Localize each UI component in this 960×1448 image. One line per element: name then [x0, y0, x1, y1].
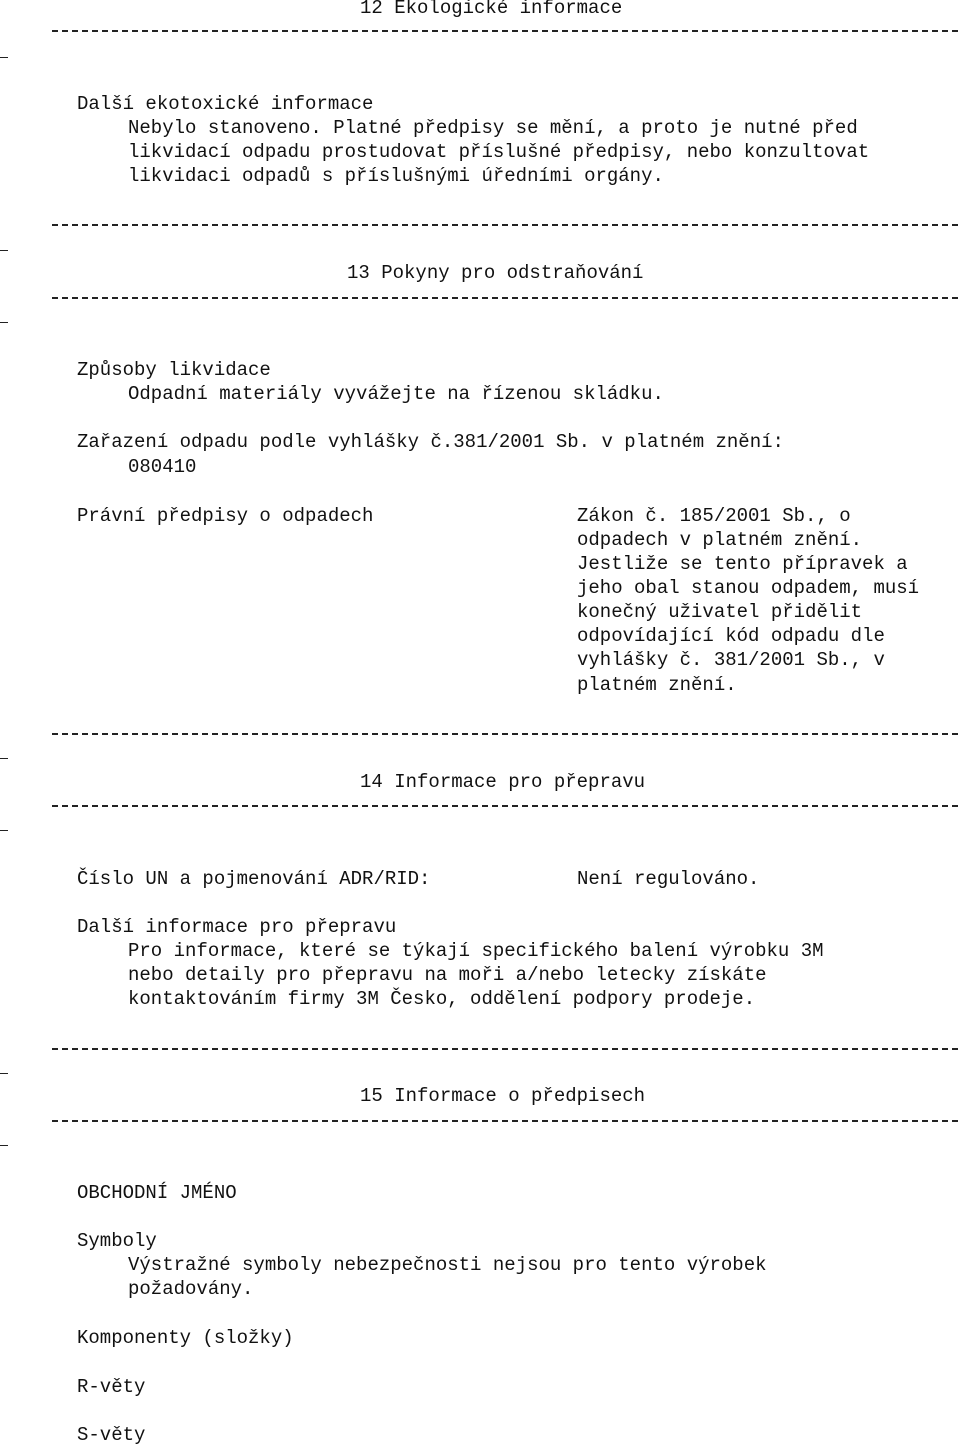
- symboly-line-2: požadovány.: [128, 1278, 254, 1300]
- dalsi-line-2: nebo detaily pro přepravu na moři a/nebo letecky získáte: [128, 964, 767, 986]
- section-15-title: 15 Informace o předpisech: [360, 1085, 646, 1107]
- r-vety-label: R-věty: [77, 1376, 146, 1398]
- pravni-line-4: jeho obal stanou odpadem, musí: [577, 577, 920, 599]
- symboly-line-1: Výstražné symboly nebezpečnosti nejsou pro tento výrobek: [128, 1254, 767, 1276]
- ekotox-line-2: likvidací odpadu prostudovat příslušné předpisy, nebo konzultovat: [128, 141, 870, 163]
- pravni-label: Právní předpisy o odpadech: [77, 505, 374, 527]
- ekotox-label: Další ekotoxické informace: [77, 93, 374, 115]
- pravni-line-1: Zákon č. 185/2001 Sb., o: [577, 505, 851, 527]
- separator: [52, 297, 958, 299]
- un-label: Číslo UN a pojmenování ADR/RID:: [77, 868, 431, 890]
- section-14-title: 14 Informace pro přepravu: [360, 771, 646, 793]
- zpusoby-label: Způsoby likvidace: [77, 359, 271, 381]
- separator: [52, 1048, 958, 1050]
- separator: [52, 224, 958, 226]
- pravni-line-6: odpovídající kód odpadu dle: [577, 625, 885, 647]
- separator: [52, 805, 958, 807]
- dash-marker: [0, 57, 8, 58]
- un-value: Není regulováno.: [577, 868, 760, 890]
- zpusoby-value: Odpadní materiály vyvážejte na řízenou skládku.: [128, 383, 664, 405]
- dash-marker: [0, 322, 8, 323]
- komponenty-label: Komponenty (složky): [77, 1327, 294, 1349]
- separator: [52, 1120, 958, 1122]
- pravni-line-2: odpadech v platném znění.: [577, 529, 863, 551]
- pravni-line-5: konečný uživatel přidělit: [577, 601, 863, 623]
- obchodni-jmeno: OBCHODNÍ JMÉNO: [77, 1182, 237, 1204]
- dash-marker: [0, 830, 8, 831]
- ekotox-line-3: likvidaci odpadů s příslušnými úředními orgány.: [128, 165, 664, 187]
- separator: [52, 30, 958, 32]
- section-12-title: 12 Ekologické informace: [360, 0, 623, 19]
- pravni-line-3: Jestliže se tento přípravek a: [577, 553, 908, 575]
- dalsi-line-1: Pro informace, které se týkají specifického balení výrobku 3M: [128, 940, 824, 962]
- dash-marker: [0, 250, 8, 251]
- ekotox-line-1: Nebylo stanoveno. Platné předpisy se mění, a proto je nutné před: [128, 117, 858, 139]
- dalsi-line-3: kontaktováním firmy 3M Česko, oddělení podpory prodeje.: [128, 988, 756, 1010]
- dash-marker: [0, 1073, 8, 1074]
- dash-marker: [0, 758, 8, 759]
- dash-marker: [0, 1145, 8, 1146]
- zarazeni-label: Zařazení odpadu podle vyhlášky č.381/2001 Sb. v platném znění:: [77, 431, 784, 453]
- separator: [52, 733, 958, 735]
- pravni-line-7: vyhlášky č. 381/2001 Sb., v: [577, 649, 885, 671]
- pravni-line-8: platném znění.: [577, 674, 737, 696]
- dalsi-label: Další informace pro přepravu: [77, 916, 397, 938]
- symboly-label: Symboly: [77, 1230, 157, 1252]
- s-vety-label: S-věty: [77, 1424, 146, 1446]
- section-13-title: 13 Pokyny pro odstraňování: [347, 262, 644, 284]
- zarazeni-value: 080410: [128, 456, 197, 478]
